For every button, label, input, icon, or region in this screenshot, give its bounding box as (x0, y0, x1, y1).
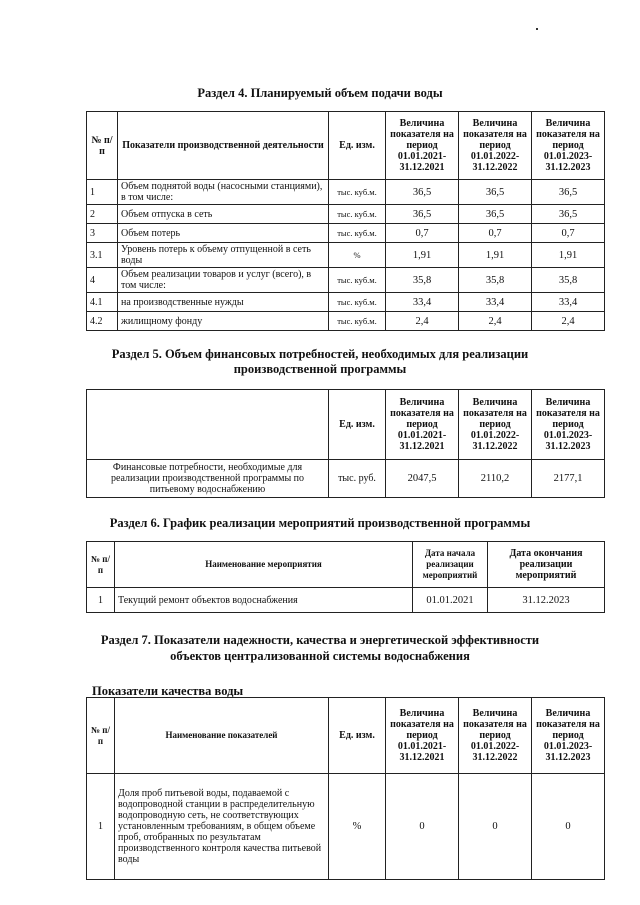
col-name-header: Наименование мероприятия (115, 542, 413, 588)
table-row: 4.1 на производственные нужды тыс. куб.м. 33,4 33,4 33,4 (87, 293, 605, 312)
table-row: 2 Объем отпуска в сеть тыс. куб.м. 36,5 36,5 36,5 (87, 205, 605, 224)
page-mark (536, 28, 538, 30)
table-row: 4 Объем реализации товаров и услуг (всего), в том числе: тыс. куб.м. 35,8 35,8 35,8 (87, 268, 605, 293)
col-end-header: Дата окончания реализации мероприятий (488, 542, 605, 588)
section7-table (86, 697, 605, 880)
col-name-header: Наименование показателей (115, 698, 329, 774)
section7-title-line1: Раздел 7. Показатели надежности, качества и энергетической эффективности (100, 633, 540, 647)
col-period1-header: Величина показателя на период 01.01.2021-31.12.2021 (386, 112, 459, 180)
col-period2-header: Величина показателя на период 01.01.2022-31.12.2022 (459, 698, 532, 774)
section7-subtitle: Показатели качества воды (92, 684, 244, 698)
col-indicator-header: Показатели производственной деятельности (118, 112, 329, 180)
col-num-header: № п/п (87, 698, 115, 774)
section4-title: Раздел 4. Планируемый объем подачи воды (197, 86, 443, 100)
table-row: 1 Текущий ремонт объектов водоснабжения 01.01.2021 31.12.2023 (87, 588, 605, 613)
col-period3-header: Величина показателя на период 01.01.2023-31.12.2023 (532, 698, 605, 774)
col-period1-header: Величина показателя на период 01.01.2021-31.12.2021 (386, 698, 459, 774)
section6-table (86, 541, 605, 613)
table-row: Финансовые потребности, необходимые для реализации производственной программы по питьевому водоснабжению тыс. руб. 2047,5 2110,2 2177,1 (87, 460, 605, 498)
col-period1-header: Величина показателя на период 01.01.2021-31.12.2021 (386, 390, 459, 460)
col-unit-header: Ед. изм. (329, 112, 386, 180)
section6-title: Раздел 6. График реализации мероприятий производственной программы (109, 516, 531, 530)
col-period3-header: Величина показателя на период 01.01.2023-31.12.2023 (532, 112, 605, 180)
table-row: 4.2 жилищному фонду тыс. куб.м. 2,4 2,4 2,4 (87, 312, 605, 331)
section5-title-line1: Раздел 5. Объем финансовых потребностей, необходимых для реализации (111, 347, 529, 361)
col-num-header: № п/п (87, 542, 115, 588)
col-num-header: № п/п (87, 112, 118, 180)
section5-table (86, 389, 605, 498)
table-row: 1 Объем поднятой воды (насосными станциями), в том числе: тыс. куб.м. 36,5 36,5 36,5 (87, 180, 605, 205)
col-period3-header: Величина показателя на период 01.01.2023-31.12.2023 (532, 390, 605, 460)
section7-title-line2: объектов централизованной системы водоснабжения (170, 649, 470, 663)
col-name-header (87, 390, 329, 460)
section5-title-line2: производственной программы (233, 362, 407, 376)
col-unit-header: Ед. изм. (329, 698, 386, 774)
table-row: 1 Доля проб питьевой воды, подаваемой с водопроводной станции в распределительную водопроводную сеть, не соответствующих установленным требованиям, в общем объеме проб, отобранных по результатам производственного контроля качества питьевой воды % 0 0 0 (87, 774, 605, 880)
section4-table (86, 111, 605, 331)
table-row: 3 Объем потерь тыс. куб.м. 0,7 0,7 0,7 (87, 224, 605, 243)
col-period2-header: Величина показателя на период 01.01.2022-31.12.2022 (459, 390, 532, 460)
col-unit-header: Ед. изм. (329, 390, 386, 460)
col-start-header: Дата начала реализации мероприятий (413, 542, 488, 588)
col-period2-header: Величина показателя на период 01.01.2022-31.12.2022 (459, 112, 532, 180)
table-row: 3.1 Уровень потерь к объему отпущенной в сеть воды % 1,91 1,91 1,91 (87, 243, 605, 268)
